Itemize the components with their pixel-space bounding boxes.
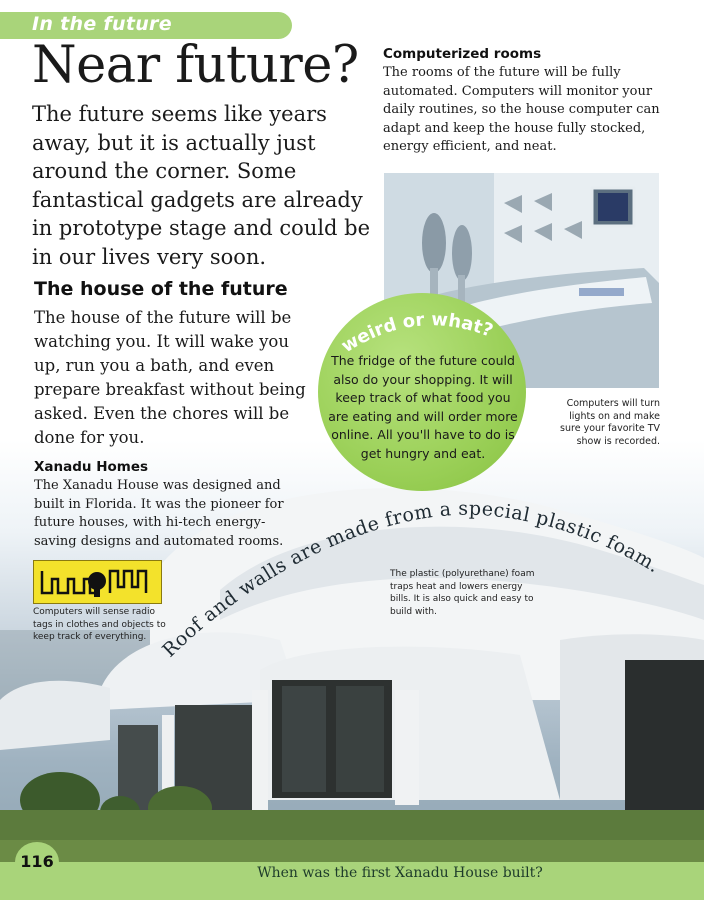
section-tab-label: In the future [32,13,172,35]
house-heading: The house of the future [34,278,288,300]
page-title: Near future? [32,36,359,95]
page-number: 116 [15,842,59,882]
curved-headline-text: Roof and walls are made from a special plastic foam. [158,497,664,662]
photo-caption: Computers will turn lights on and make sure your favorite TV show is recorded. [560,398,660,447]
radio-tag-caption: Computers will sense radio tags in clothes and objects to keep track of everything. [33,607,166,642]
weird-or-what-body: The fridge of the future could also do your shopping. It will keep track of what food you are eating and will order more online. All you'll have to do is get hungry and eat. [328,353,518,461]
foam-caption: The plastic (polyurethane) foam traps heat and lowers energy bills. It is also quick and easy to build with. [390,569,535,617]
computerized-heading: Computerized rooms [383,46,542,62]
weird-or-what-label: weird or what? [337,308,496,358]
house-body: The house of the future will be watching you. It will wake you up, run you a bath, and even prepare breakfast without being asked. Even the chores will be done for you. [34,308,306,447]
computerized-body: The rooms of the future will be fully automated. Computers will monitor your daily routines, so the house computer can adapt and keep the house fully stocked, energy efficient, and neat. [383,65,660,154]
xanadu-body: The Xanadu House was designed and built in Florida. It was the pioneer for future houses, with hi-tech energy-saving designs and automated rooms. [34,478,284,549]
intro-paragraph: The future seems like years away, but it is actually just around the corner. Some fantastical gadgets are already in prototype stage and could be in our lives very soon. [32,102,371,269]
xanadu-heading: Xanadu Homes [34,459,149,475]
footer-question: When was the first Xanadu House built? [257,865,543,881]
